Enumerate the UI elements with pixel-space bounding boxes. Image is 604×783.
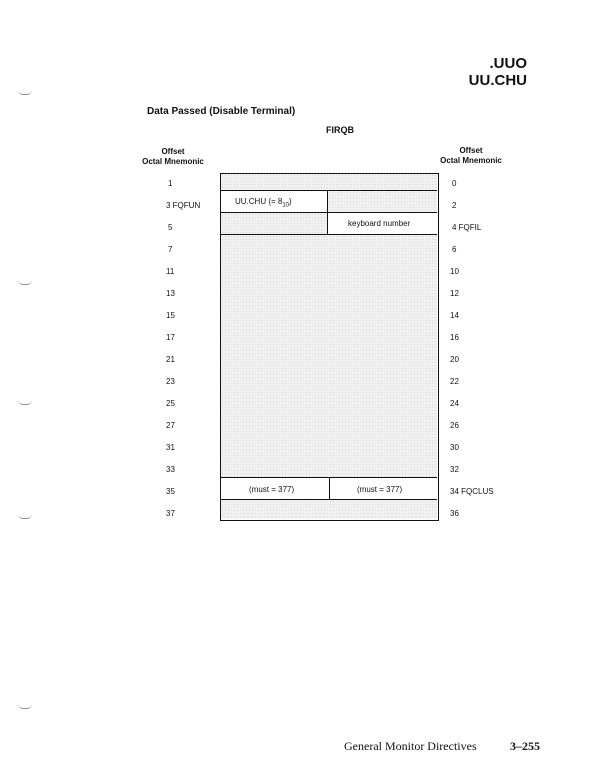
- right-row-label: 34 FQCLUS: [450, 487, 494, 496]
- section-title: Data Passed (Disable Terminal): [147, 106, 296, 117]
- right-row-label: 22: [450, 377, 459, 386]
- left-row-label: 37: [166, 509, 175, 518]
- right-row-label: 4 FQFIL: [452, 223, 482, 232]
- firqb-block: [220, 173, 439, 521]
- subfunction-title: UU.CHU: [468, 72, 527, 89]
- margin-mark: [18, 514, 32, 519]
- left-row-label: 23: [166, 377, 175, 386]
- row-separator: [221, 234, 437, 235]
- left-row-label: 31: [166, 443, 175, 452]
- left-column-header: [118, 147, 228, 167]
- right-row-label: 16: [450, 333, 459, 342]
- right-row-label: 32: [450, 465, 459, 474]
- right-row-label: 6: [452, 245, 457, 254]
- keyboard-number-cell: keyboard number: [348, 219, 411, 228]
- left-row-label: 27: [166, 421, 175, 430]
- left-row-label: 21: [166, 355, 175, 364]
- right-header-line1: Offset: [459, 146, 483, 155]
- directive-title: .UUO: [489, 55, 527, 72]
- fqfun-value: UU.CHU (= 8: [235, 197, 283, 206]
- margin-mark: [18, 280, 32, 285]
- right-row-label: 30: [450, 443, 459, 452]
- word-0-region: [221, 174, 437, 191]
- left-row-label: 3 FQFUN: [166, 201, 201, 210]
- left-header-line1: Offset: [161, 147, 185, 156]
- block-name: FIRQB: [326, 125, 354, 135]
- left-header-line2: Octal Mnemonic: [142, 157, 204, 166]
- left-row-label: 11: [166, 267, 175, 276]
- right-header-line2: Octal Mnemonic: [440, 156, 502, 165]
- right-column-header: [416, 146, 526, 166]
- left-row-label: 5: [168, 223, 173, 232]
- left-row-label: 13: [166, 289, 175, 298]
- reserved-region: [221, 235, 437, 478]
- word-36-region: [221, 500, 437, 519]
- right-row-label: 2: [452, 201, 457, 210]
- right-row-label: 10: [450, 267, 459, 276]
- right-row-label: 24: [450, 399, 459, 408]
- right-row-label: 0: [452, 179, 457, 188]
- right-row-label: 26: [450, 421, 459, 430]
- margin-mark: [18, 704, 32, 709]
- fqfun-close: ): [289, 197, 292, 206]
- row-separator: [221, 190, 437, 191]
- right-row-label: 36: [450, 509, 459, 518]
- left-row-label: 15: [166, 311, 175, 320]
- must-377-high-cell: (must = 377): [357, 485, 403, 494]
- footer-chapter: General Monitor Directives: [344, 739, 477, 753]
- fqfun-subscript: 10: [282, 202, 290, 209]
- byte-divider: [329, 478, 330, 500]
- byte-divider: [327, 191, 328, 235]
- right-row-label: 12: [450, 289, 459, 298]
- footer-page-number: 3–255: [510, 739, 540, 753]
- left-row-label: 1: [168, 179, 173, 188]
- left-row-label: 25: [166, 399, 175, 408]
- left-row-label: 35: [166, 487, 175, 496]
- row-separator: [221, 212, 437, 213]
- right-row-label: 20: [450, 355, 459, 364]
- word-2-high-region: [328, 191, 437, 213]
- left-row-label: 17: [166, 333, 175, 342]
- margin-mark: [18, 400, 32, 405]
- left-row-label: 33: [166, 465, 175, 474]
- right-row-label: 14: [450, 311, 459, 320]
- must-377-low-cell: (must = 377): [249, 485, 295, 494]
- margin-mark: [18, 90, 32, 95]
- fqfun-cell: [235, 197, 292, 209]
- word-4-high-region: [221, 213, 328, 235]
- left-row-label: 7: [168, 245, 173, 254]
